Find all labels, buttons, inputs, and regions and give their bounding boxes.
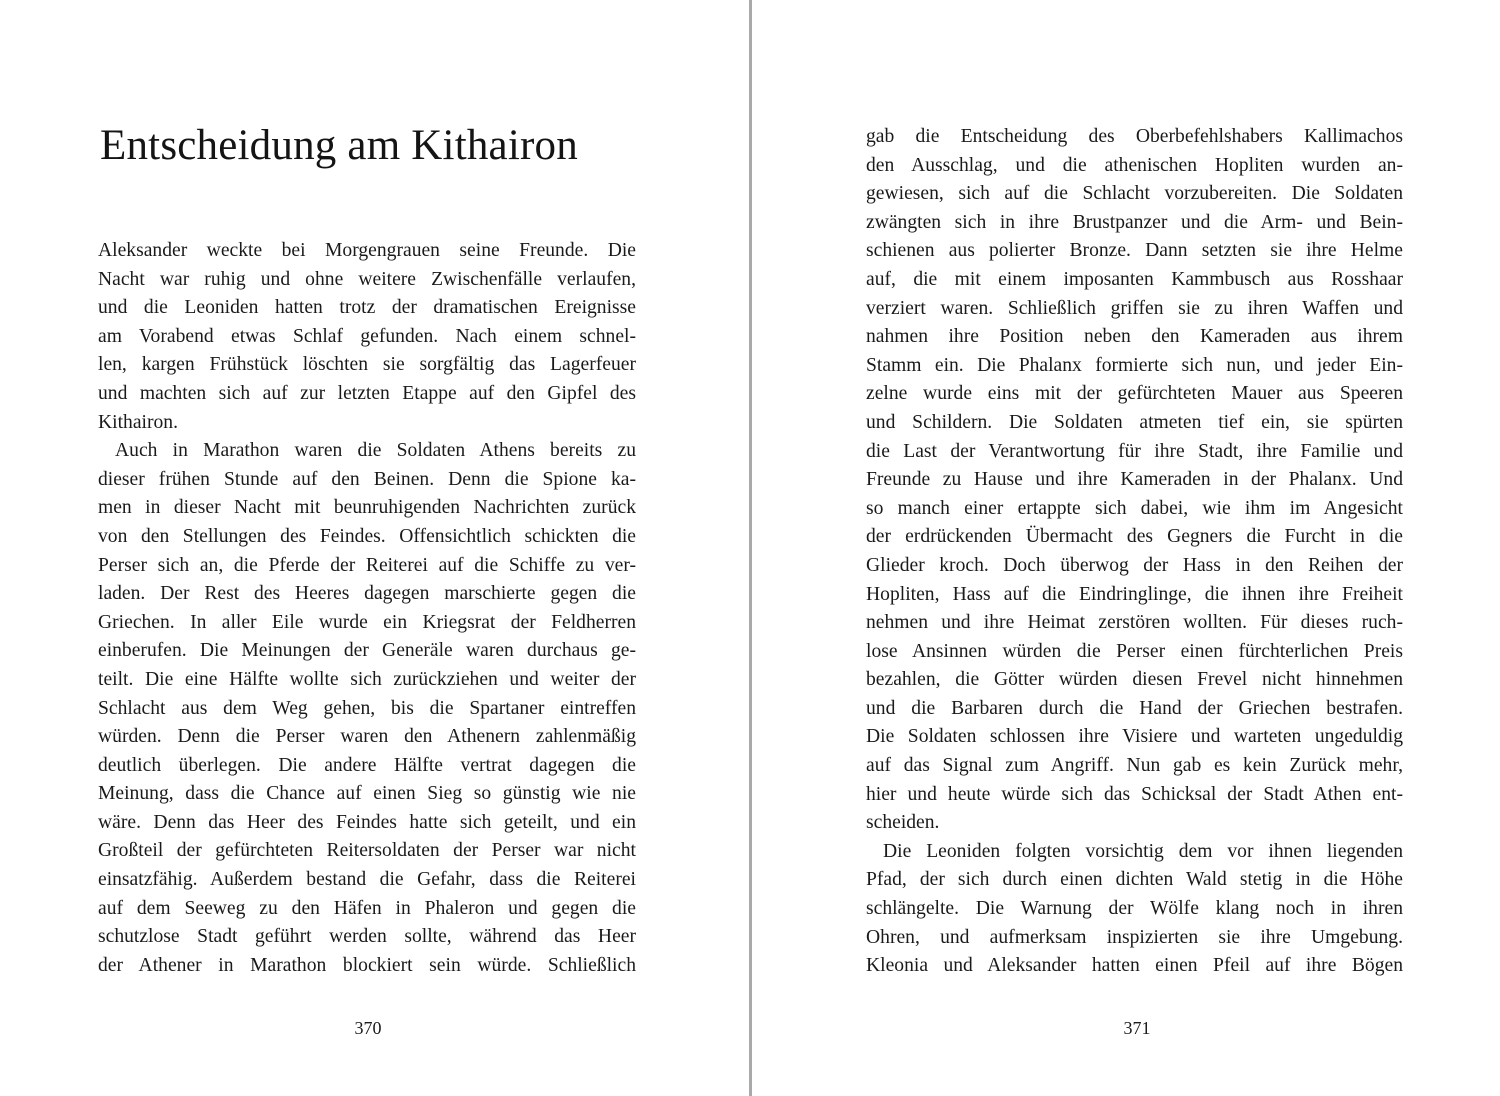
text-line: der Athener in Marathon blockiert sein würde. Schließlich bbox=[98, 954, 636, 976]
text-line: Schlacht aus dem Weg gehen, bis die Spartaner eintreffen bbox=[98, 697, 636, 719]
text-line: auf das Signal zum Angriff. Nun gab es kein Zurück mehr, bbox=[866, 755, 1403, 777]
text-line: deutlich überlegen. Die andere Hälfte vertrat dagegen die bbox=[98, 754, 636, 776]
left-page-number: 370 bbox=[354, 1018, 382, 1038]
text-line: und die Leoniden hatten trotz der dramatischen Ereignisse bbox=[98, 297, 636, 319]
text-line: laden. Der Rest des Heeres dagegen marschierte gegen die bbox=[98, 583, 636, 605]
text-line: von den Stellungen des Feindes. Offensichtlich schickten die bbox=[98, 525, 636, 547]
text-line: einsatzfähig. Außerdem bestand die Gefahr, dass die Reiterei bbox=[98, 869, 636, 891]
text-line: würden. Denn die Perser waren den Athenern zahlenmäßig bbox=[98, 726, 636, 748]
text-line: zwängten sich in ihre Brustpanzer und die Arm- und Bein- bbox=[866, 211, 1403, 233]
chapter-title: Entscheidung am Kithairon bbox=[100, 122, 578, 169]
text-line: lose Ansinnen würden die Perser einen fürchterlichen Preis bbox=[866, 640, 1403, 662]
text-line: Auch in Marathon waren die Soldaten Athens bereits zu bbox=[115, 440, 636, 462]
text-line: schienen aus polierter Bronze. Dann setzten sie ihre Helme bbox=[866, 240, 1403, 262]
text-line: zelne wurde eins mit der gefürchteten Mauer aus Speeren bbox=[866, 383, 1403, 405]
text-line: len, kargen Frühstück löschten sie sorgfältig das Lagerfeuer bbox=[98, 354, 636, 376]
text-line: scheiden. bbox=[866, 812, 940, 834]
text-line: und die Barbaren durch die Hand der Griechen bestrafen. bbox=[866, 697, 1403, 719]
text-line: Meinung, dass die Chance auf einen Sieg so günstig wie nie bbox=[98, 783, 636, 805]
text-line: Perser sich an, die Pferde der Reiterei auf die Schiffe zu ver- bbox=[98, 554, 636, 576]
text-line: gewiesen, sich auf die Schlacht vorzubereiten. Die Soldaten bbox=[866, 183, 1403, 205]
left-page-body bbox=[98, 237, 636, 980]
text-line: Freunde zu Hause und ihre Kameraden in der Phalanx. Und bbox=[866, 469, 1403, 491]
text-line: der erdrückenden Übermacht des Gegners die Furcht in die bbox=[866, 526, 1403, 548]
text-line: Ohren, und aufmerksam inspizierten sie ihre Umgebung. bbox=[866, 926, 1403, 948]
text-line: nehmen und ihre Heimat zerstören wollten. Für dieses ruch- bbox=[866, 612, 1403, 634]
text-line: Glieder kroch. Doch überwog der Hass in den Reihen der bbox=[866, 554, 1403, 576]
text-line: verziert waren. Schließlich griffen sie zu ihren Waffen und bbox=[866, 297, 1403, 319]
text-line: schlängelte. Die Warnung der Wölfe klang noch in ihren bbox=[866, 898, 1403, 920]
text-line: den Ausschlag, und die athenischen Hopliten wurden an- bbox=[866, 154, 1403, 176]
text-line: Aleksander weckte bei Morgengrauen seine Freunde. Die bbox=[98, 240, 636, 261]
text-line: einberufen. Die Meinungen der Generäle waren durchaus ge- bbox=[98, 640, 636, 662]
text-line: Großteil der gefürchteten Reitersoldaten der Perser war nicht bbox=[98, 840, 636, 862]
text-line: gab die Entscheidung des Oberbefehlshabers Kallimachos bbox=[866, 126, 1403, 147]
text-line: men in dieser Nacht mit beunruhigenden Nachrichten zurück bbox=[98, 497, 636, 519]
right-page-body bbox=[866, 123, 1403, 981]
text-line: Nacht war ruhig und ohne weitere Zwischenfälle verlaufen, bbox=[98, 268, 636, 290]
right-page-number: 371 bbox=[1123, 1018, 1151, 1038]
text-line: bezahlen, die Götter würden diesen Frevel nicht hinnehmen bbox=[866, 669, 1403, 691]
text-line: und machten sich auf zur letzten Etappe auf den Gipfel des bbox=[98, 382, 636, 404]
text-line: hier und heute würde sich das Schicksal der Stadt Athen ent- bbox=[866, 783, 1403, 805]
text-line: Hopliten, Hass auf die Eindringlinge, die ihnen ihre Freiheit bbox=[866, 583, 1403, 605]
text-line: Griechen. In aller Eile wurde ein Kriegsrat der Feldherren bbox=[98, 611, 636, 633]
text-line: auf, die mit einem imposanten Kammbusch aus Rosshaar bbox=[866, 268, 1403, 290]
left-page bbox=[0, 0, 749, 1096]
text-line: Kleonia und Aleksander hatten einen Pfeil auf ihre Bögen bbox=[866, 955, 1403, 977]
text-line: nahmen ihre Position neben den Kameraden aus ihrem bbox=[866, 326, 1403, 348]
text-line: schutzlose Stadt geführt werden sollte, während das Heer bbox=[98, 926, 636, 948]
text-line: teilt. Die eine Hälfte wollte sich zurückziehen und weiter der bbox=[98, 668, 636, 690]
text-line: dieser frühen Stunde auf den Beinen. Denn die Spione ka- bbox=[98, 468, 636, 490]
text-line: Die Leoniden folgten vorsichtig dem vor ihnen liegenden bbox=[883, 840, 1403, 862]
text-line: und Schildern. Die Soldaten atmeten tief ein, sie spürten bbox=[866, 411, 1403, 433]
text-line: die Last der Verantwortung für ihre Stadt, ihre Familie und bbox=[866, 440, 1403, 462]
text-line: auf dem Seeweg zu den Häfen in Phaleron und gegen die bbox=[98, 897, 636, 919]
text-line: so manch einer ertappte sich dabei, wie ihm im Angesicht bbox=[866, 497, 1403, 519]
text-line: Stamm ein. Die Phalanx formierte sich nun, und jeder Ein- bbox=[866, 354, 1403, 376]
text-line: wäre. Denn das Heer des Feindes hatte sich geteilt, und ein bbox=[98, 811, 636, 833]
text-line: Pfad, der sich durch einen dichten Wald stetig in die Höhe bbox=[866, 869, 1403, 891]
right-page bbox=[752, 0, 1500, 1096]
text-line: Kithairon. bbox=[98, 411, 178, 433]
text-line: Die Soldaten schlossen ihre Visiere und warteten ungeduldig bbox=[866, 726, 1403, 748]
text-line: am Vorabend etwas Schlaf gefunden. Nach einem schnel- bbox=[98, 325, 636, 347]
